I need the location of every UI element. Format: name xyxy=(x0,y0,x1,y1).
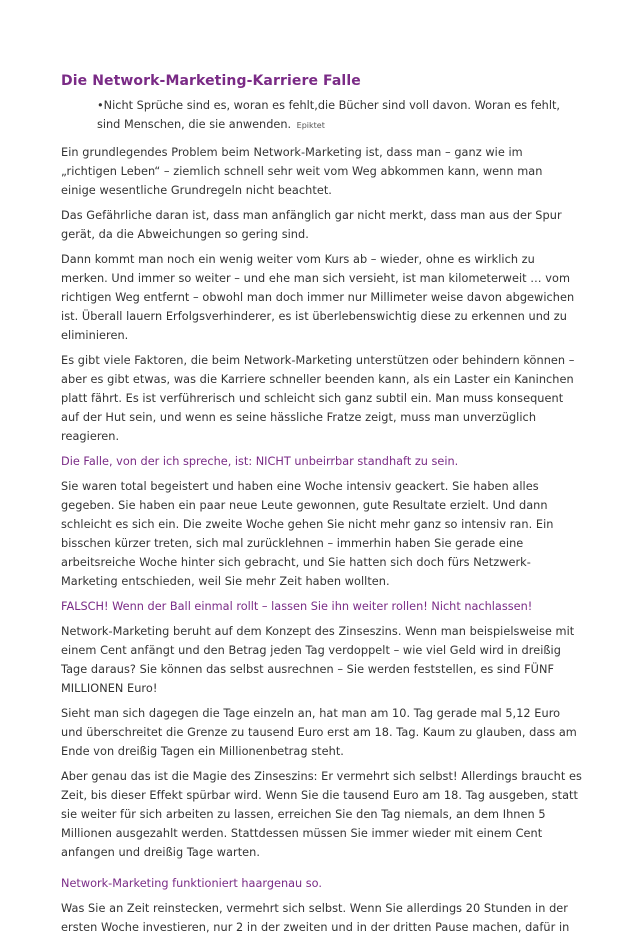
paragraph-line: Sieht man sich dagegen die Tage einzeln an, hat man am 10. Tag gerade mal 5,12 Euro xyxy=(61,707,561,720)
paragraph-line: Dann kommt man noch ein wenig weiter vom Kurs ab – wieder, ohne es wirklich zu xyxy=(61,253,535,266)
body-paragraph xyxy=(61,250,583,345)
highlight-paragraph xyxy=(61,597,583,616)
paragraph-line: Das Gefährliche daran ist, dass man anfänglich gar nicht merkt, dass man aus der Spur xyxy=(61,209,562,222)
paragraph-line: und überschreitet die Grenze zu tausend Euro erst am 18. Tag. Kaum zu glauben, dass am xyxy=(61,726,577,739)
paragraph-line: „richtigen Leben“ – ziemlich schnell sehr weit vom Weg abkommen kann, wenn man xyxy=(61,165,543,178)
bullet-icon: • xyxy=(97,99,104,112)
body-paragraph xyxy=(61,767,583,862)
paragraph-line: eliminieren. xyxy=(61,329,129,342)
quote-author: Epiktet xyxy=(296,121,325,130)
body-paragraph xyxy=(61,206,583,244)
paragraph-line: schleicht es sich ein. Die zweite Woche gehen Sie nicht mehr ganz so intensiv ran. Ein xyxy=(61,518,554,531)
paragraph-line: Sie waren total begeistert und haben eine Woche intensiv geackert. Sie haben alles xyxy=(61,480,539,493)
paragraph-line: gerät, da die Abweichungen so gering sind. xyxy=(61,228,309,241)
paragraph-line: Ein grundlegendes Problem beim Network-Marketing ist, dass man – ganz wie im xyxy=(61,146,523,159)
paragraph-line: Tage daraus? Sie können das selbst ausrechnen – Sie werden feststellen, es sind FÜNF xyxy=(61,663,555,676)
paragraph-line: FALSCH! Wenn der Ball einmal rollt – lassen Sie ihn weiter rollen! Nicht nachlassen! xyxy=(61,600,533,613)
paragraph-line: reagieren. xyxy=(61,430,120,443)
document-title: Die Network-Marketing-Karriere Falle xyxy=(61,73,361,89)
paragraph-line: Zeit, bis dieser Effekt spürbar wird. Wenn Sie die tausend Euro am 18. Tag ausgeben, statt xyxy=(61,789,579,802)
body-paragraph xyxy=(61,704,583,761)
paragraph-line: ist. Überall lauern Erfolgsverhinderer, es ist überlebenswichtig diese zu erkennen und zu xyxy=(61,310,567,323)
highlight-paragraph xyxy=(61,452,583,471)
paragraph-line: Was Sie an Zeit reinstecken, vermehrt sich selbst. Wenn Sie allerdings 20 Stunden in der xyxy=(61,902,569,915)
body-paragraph xyxy=(61,143,583,200)
quote-line xyxy=(97,115,583,135)
paragraph-line: sie weiter für sich arbeiten zu lassen, erreichen Sie den Tag niemals, an dem Ihnen 5 xyxy=(61,808,546,821)
body-paragraph xyxy=(61,477,583,591)
paragraph-line: Es gibt viele Faktoren, die beim Network-Marketing unterstützen oder behindern können – xyxy=(61,354,575,367)
body-paragraph xyxy=(61,351,583,446)
quote-text: sind Menschen, die sie anwenden. xyxy=(97,118,292,131)
paragraph-line: merken. Und immer so weiter – und ehe man sich versieht, ist man kilometerweit … vom xyxy=(61,272,571,285)
paragraph-line: platt fährt. Es ist verführerisch und schleicht sich ganz subtil ein. Man muss konsequent xyxy=(61,392,564,405)
paragraph-line: ersten Woche investieren, nur 2 in der zweiten und in der dritten Pause machen, dafür in xyxy=(61,921,570,934)
body-paragraph xyxy=(61,899,583,937)
quote-line xyxy=(97,96,583,115)
paragraph-line: einige wesentliche Grundregeln nicht beachtet. xyxy=(61,184,332,197)
paragraph-line: Network-Marketing beruht auf dem Konzept des Zinseszins. Wenn man beispielsweise mit xyxy=(61,625,575,638)
paragraph-line: Ende von dreißig Tagen ein Millionenbetrag steht. xyxy=(61,745,344,758)
paragraph-line: aber es gibt etwas, was die Karriere schneller beenden kann, als ein Laster ein Kaninchen xyxy=(61,373,574,386)
paragraph-line: bisschen kürzer treten, sich mal zurücklehnen – immerhin haben Sie gerade eine xyxy=(61,537,524,550)
paragraph-line: richtigen Weg entfernt – obwohl man doch immer nur Millimeter weise davon abgewichen xyxy=(61,291,575,304)
body-paragraph xyxy=(61,622,583,698)
paragraph-line: auf der Hut sein, und wenn es seine hässliche Fratze zeigt, muss man unverzüglich xyxy=(61,411,537,424)
body-paragraphs xyxy=(61,143,583,937)
epigraph-quote xyxy=(97,96,583,135)
paragraph-line: Marketing entschieden, weil Sie mehr Zeit haben wollten. xyxy=(61,575,390,588)
paragraph-line: gegeben. Sie haben ein paar neue Leute gewonnen, gute Resultate erzielt. Und dann xyxy=(61,499,548,512)
paragraph-line: Aber genau das ist die Magie des Zinseszins: Er vermehrt sich selbst! Allerdings braucht es xyxy=(61,770,582,783)
paragraph-line: Millionen ausgezahlt werden. Stattdessen müssen Sie immer wieder mit einem Cent xyxy=(61,827,543,840)
paragraph-line: einem Cent anfängt und den Betrag jeden Tag verdoppelt – wie viel Geld wird in dreißig xyxy=(61,644,561,657)
paragraph-line: Die Falle, von der ich spreche, ist: NICHT unbeirrbar standhaft zu sein. xyxy=(61,455,459,468)
highlight-paragraph xyxy=(61,874,583,893)
quote-text: Nicht Sprüche sind es, woran es fehlt,die Bücher sind voll davon. Woran es fehlt, xyxy=(103,99,560,112)
paragraph-line: Network-Marketing funktioniert haargenau so. xyxy=(61,877,322,890)
paragraph-line: anfangen und dreißig Tage warten. xyxy=(61,846,261,859)
document-page xyxy=(61,72,583,943)
paragraph-line: MILLIONEN Euro! xyxy=(61,682,158,695)
paragraph-line: arbeitsreiche Woche hinter sich gebracht, und Sie hatten sich doch fürs Netzwerk- xyxy=(61,556,531,569)
